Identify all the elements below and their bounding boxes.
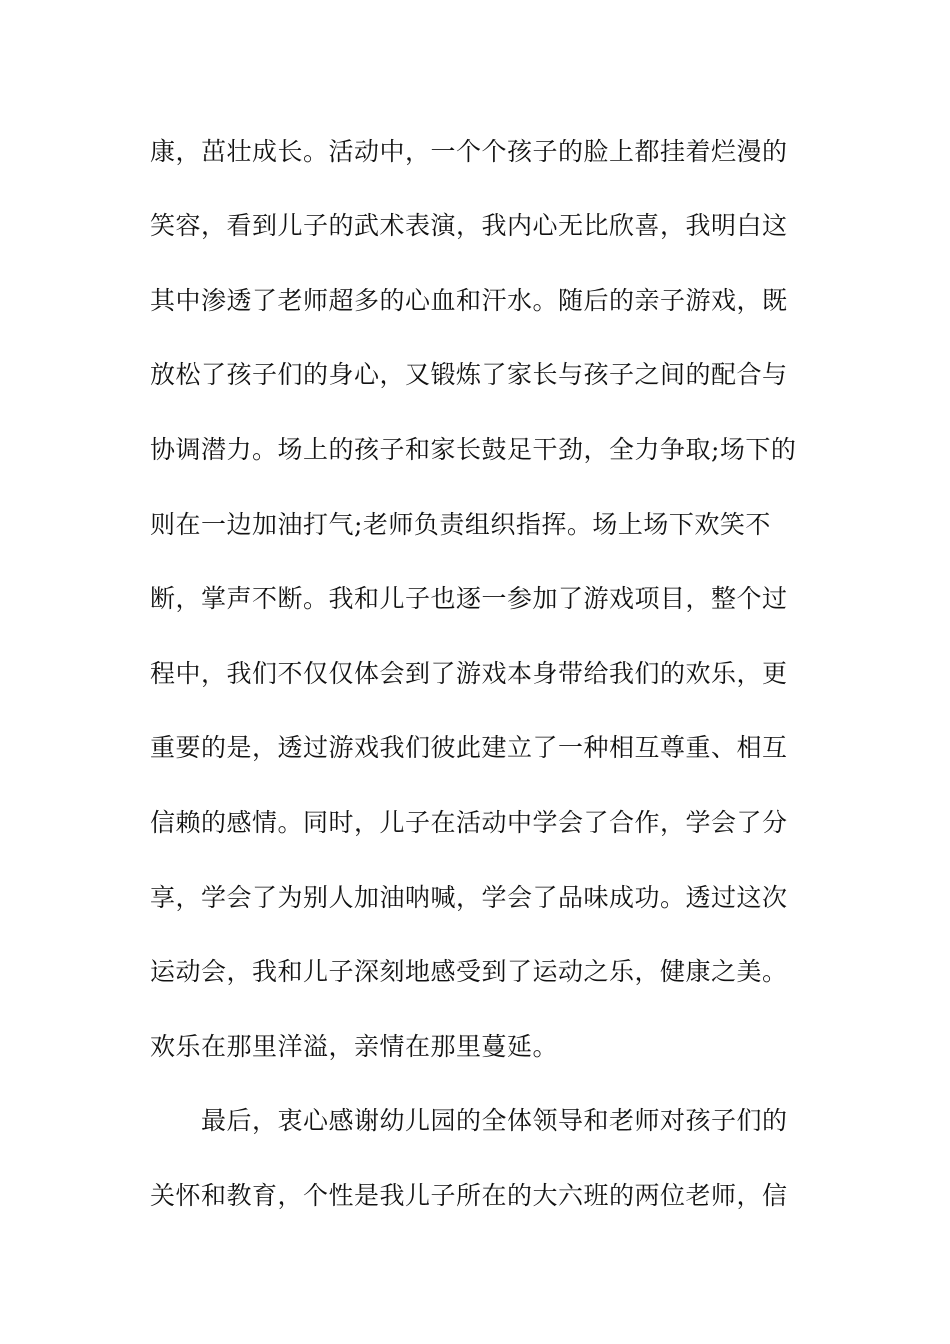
text-line: 协调潜力。场上的孩子和家长鼓足干劲，全力争取;场下的 <box>150 435 797 464</box>
paragraph-first-line: 最后，衷心感谢幼儿园的全体领导和老师对孩子们的 <box>201 1106 788 1135</box>
text-line: 断，掌声不断。我和儿子也逐一参加了游戏项目，整个过 <box>150 584 788 613</box>
text-line: 欢乐在那里洋溢，亲情在那里蔓延。 <box>150 1032 559 1061</box>
text-line: 其中渗透了老师超多的心血和汗水。随后的亲子游戏，既 <box>150 286 788 315</box>
text-line: 康，茁壮成长。活动中，一个个孩子的脸上都挂着烂漫的 <box>150 137 788 166</box>
text-line: 享，学会了为别人加油呐喊，学会了品味成功。透过这次 <box>150 883 788 912</box>
text-line: 关怀和教育，个性是我儿子所在的大六班的两位老师，信 <box>150 1181 788 1210</box>
text-line: 笑容，看到儿子的武术表演，我内心无比欣喜，我明白这 <box>150 211 788 240</box>
text-line: 重要的是，透过游戏我们彼此建立了一种相互尊重、相互 <box>150 733 788 762</box>
text-line: 程中，我们不仅仅体会到了游戏本身带给我们的欢乐，更 <box>150 659 788 688</box>
text-line: 运动会，我和儿子深刻地感受到了运动之乐，健康之美。 <box>150 957 788 986</box>
text-line: 则在一边加油打气;老师负责组织指挥。场上场下欢笑不 <box>150 510 771 539</box>
text-line: 放松了孩子们的身心，又锻炼了家长与孩子之间的配合与 <box>150 360 788 389</box>
text-line: 信赖的感情。同时，儿子在活动中学会了合作，学会了分 <box>150 808 788 837</box>
